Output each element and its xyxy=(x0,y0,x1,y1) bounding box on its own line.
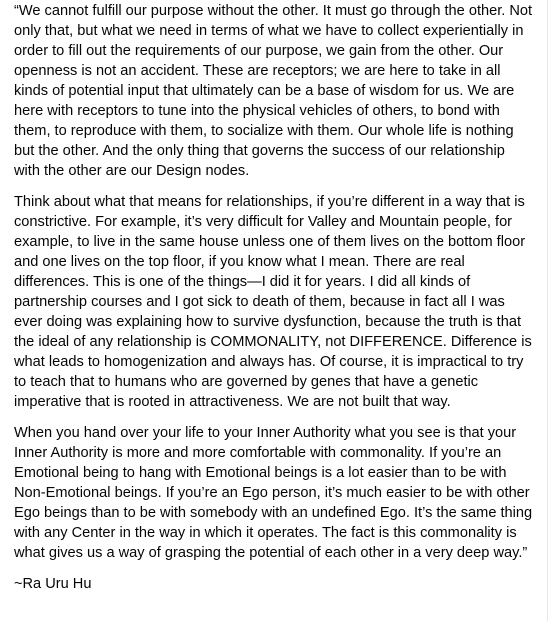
quote-paragraph-2: Think about what that means for relationships, if you’re different in a way that is constrictive. For example, it’s very difficult for Valley and Mountain people, for example, to live in the same house unless one of them lives on the bottom floor and one lives on the top floor, if you know what I mean. There are real differences. This is one of the things—I did it for years. I did all kinds of partnership courses and I got sick to death of them, because in fact all I was ever doing was explaining how to survive dysfunction, because the truth is that the ideal of any relationship is COMMONALITY, not DIFFERENCE. Difference is what leads to homogenization and always has. Of course, it is impractical to try to teach that to humans who are governed by genes that have a genetic imperative that is rooted in attractiveness. We are not built that way. xyxy=(14,194,532,410)
quote-signature: ~Ra Uru Hu xyxy=(14,576,92,592)
quote-paragraph-3: When you hand over your life to your Inner Authority what you see is that your Inner Authority is more and more comfortable with commonality. If you’re an Emotional being to hang with Emotional beings is a lot easier than to be with Non-Emotional beings. If you’re an Ego person, it’s much easier to be with other Ego beings than to be with somebody with an undefined Ego. It’s the same thing with any Center in the way in which it operates. The fact is this commonality is what gives us a way of grasping the potential of each other in a very deep way.” xyxy=(14,425,533,561)
quote-paragraph-1: “We cannot fulfill our purpose without the other. It must go through the other. Not only that, but what we need in terms of what we have to collect experientially in order to fill out the requirements of our purpose, we gain from the other. Our openness is not an accident. These are receptors; we are here to take in all kinds of potential input that ultimately can be a base of wisdom for us. We are here with receptors to tune into the physical vehicles of others, to bond with them, to reproduce with them, to socialize with them. Our whole life is nothing but the other. And the only thing that governs the success of our relationship with the other are our Design nodes. xyxy=(14,3,533,179)
